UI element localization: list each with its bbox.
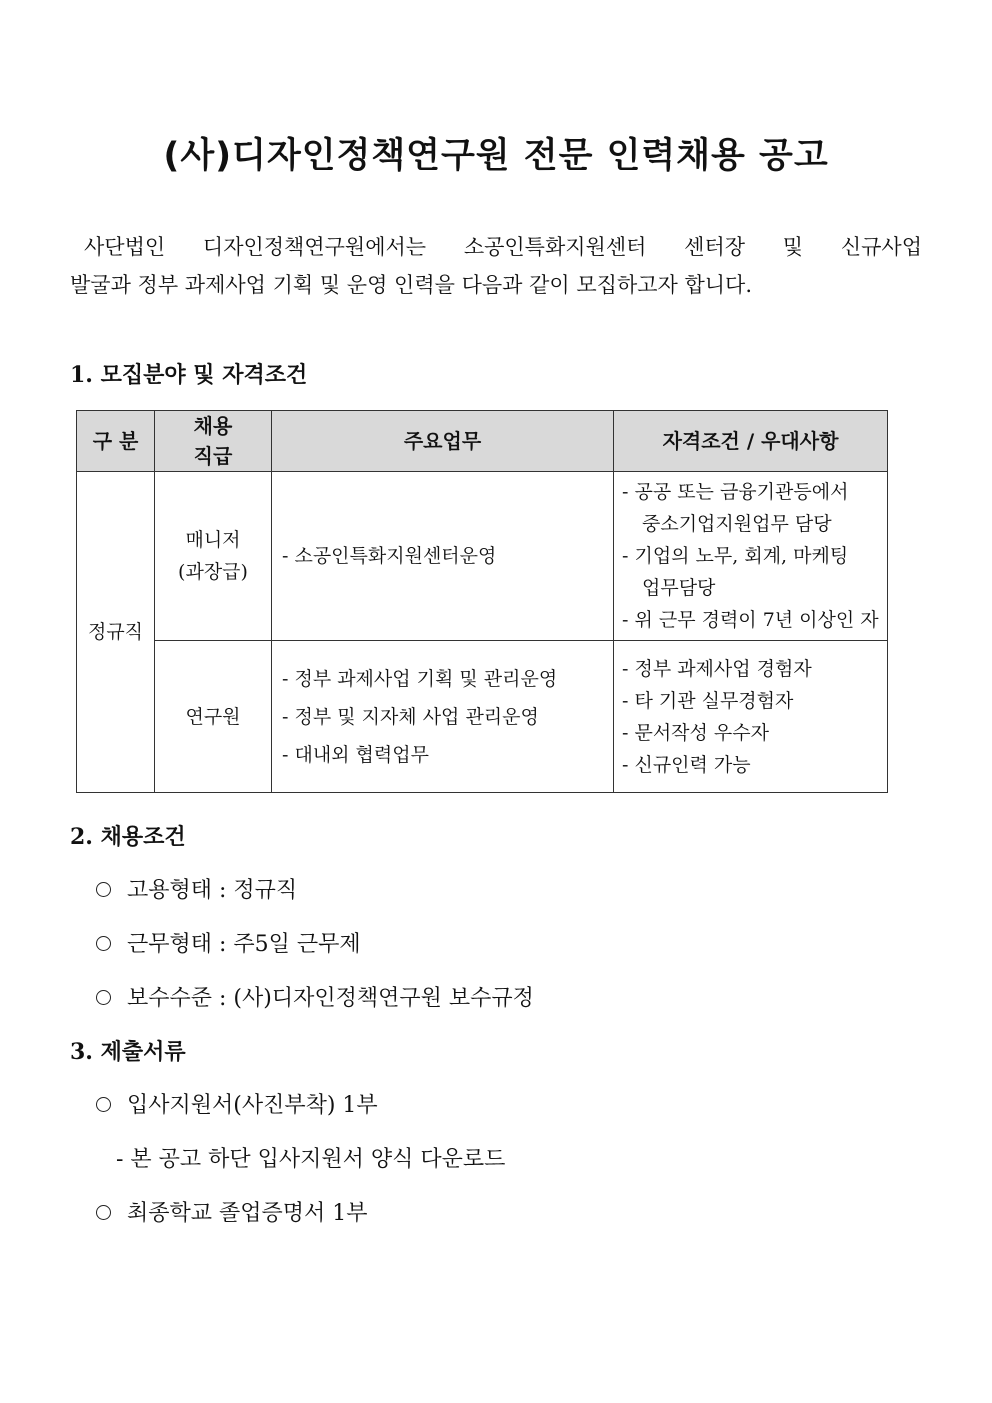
- duty-item: - 정부 및 지자체 사업 관리운영: [282, 705, 539, 728]
- qualifications-cell: [614, 472, 888, 641]
- qualification-item: - 위 근무 경력이 7년 이상인 자: [622, 609, 879, 631]
- position-line1: 매니저: [185, 529, 241, 551]
- recruitment-table: [76, 410, 888, 793]
- document-item: [96, 1196, 368, 1227]
- qualification-item: [622, 508, 887, 540]
- document-item: [96, 1088, 378, 1119]
- qualification-item: - 정부 과제사업 경험자: [622, 657, 812, 680]
- section-1-heading: 1. 모집분야 및 자격조건: [70, 362, 308, 388]
- circle-bullet-icon: [96, 936, 111, 951]
- position-line2: (과장급): [178, 561, 248, 583]
- qualification-text: 업무담당: [642, 577, 716, 599]
- qualification-item: - 기업의 노무, 회계, 마케팅: [622, 545, 849, 567]
- section-2-heading: 2. 채용조건: [70, 824, 186, 850]
- qualification-item: - 타 기관 실무경험자: [622, 689, 794, 712]
- section-3-heading: 3. 제출서류: [70, 1039, 186, 1065]
- page-title: (사)디자인정책연구원 전문 인력채용 공고: [163, 136, 829, 176]
- condition-text: 보수수준 : (사)디자인정책연구원 보수규정: [127, 986, 534, 1011]
- condition-item: [96, 981, 534, 1012]
- header-position-line1: 채용: [193, 414, 233, 438]
- qualification-item: - 공공 또는 금융기관등에서: [622, 481, 849, 503]
- download-note: - 본 공고 하단 입사지원서 양식 다운로드: [116, 1147, 506, 1172]
- document-text: 최종학교 졸업증명서 1부: [127, 1201, 368, 1226]
- duties-cell: [272, 641, 614, 793]
- condition-item: [96, 927, 361, 958]
- intro-line-2: 발굴과 정부 과제사업 기획 및 운영 인력을 다음과 같이 모집하고자 합니다.: [70, 273, 753, 297]
- duty-item: - 정부 과제사업 기획 및 관리운영: [282, 667, 558, 690]
- condition-text: 고용형태 : 정규직: [127, 878, 298, 903]
- qualification-item: [622, 572, 887, 604]
- circle-bullet-icon: [96, 1205, 111, 1220]
- intro-line-1: 사단법인 디자인정책연구원에서는 소공인특화지원센터 센터장 및 신규사업: [84, 235, 922, 259]
- header-qualifications: 자격조건 / 우대사항: [614, 411, 888, 472]
- position-cell: [155, 472, 272, 641]
- duty-item: - 소공인특화지원센터운영: [282, 545, 497, 567]
- table-row: [77, 472, 888, 641]
- circle-bullet-icon: [96, 990, 111, 1005]
- duty-item: - 대내외 협력업무: [282, 743, 429, 766]
- table-row: [77, 641, 888, 793]
- qualifications-cell: [614, 641, 888, 793]
- condition-item: [96, 873, 297, 904]
- condition-text: 근무형태 : 주5일 근무제: [127, 932, 361, 957]
- duties-cell: [272, 472, 614, 641]
- header-category: 구 분: [77, 411, 155, 472]
- category-cell: 정규직: [77, 472, 155, 793]
- circle-bullet-icon: [96, 882, 111, 897]
- position-cell: 연구원: [155, 641, 272, 793]
- circle-bullet-icon: [96, 1097, 111, 1112]
- document-text: 입사지원서(사진부착) 1부: [127, 1093, 378, 1118]
- intro-paragraph: [70, 228, 922, 304]
- header-duties: 주요업무: [272, 411, 614, 472]
- qualification-item: - 문서작성 우수자: [622, 721, 769, 744]
- table-header-row: [77, 411, 888, 472]
- qualification-item: - 신규인력 가능: [622, 753, 751, 776]
- header-position: [155, 411, 272, 472]
- header-position-line2: 직급: [193, 444, 233, 468]
- qualification-text: 중소기업지원업무 담당: [642, 513, 832, 535]
